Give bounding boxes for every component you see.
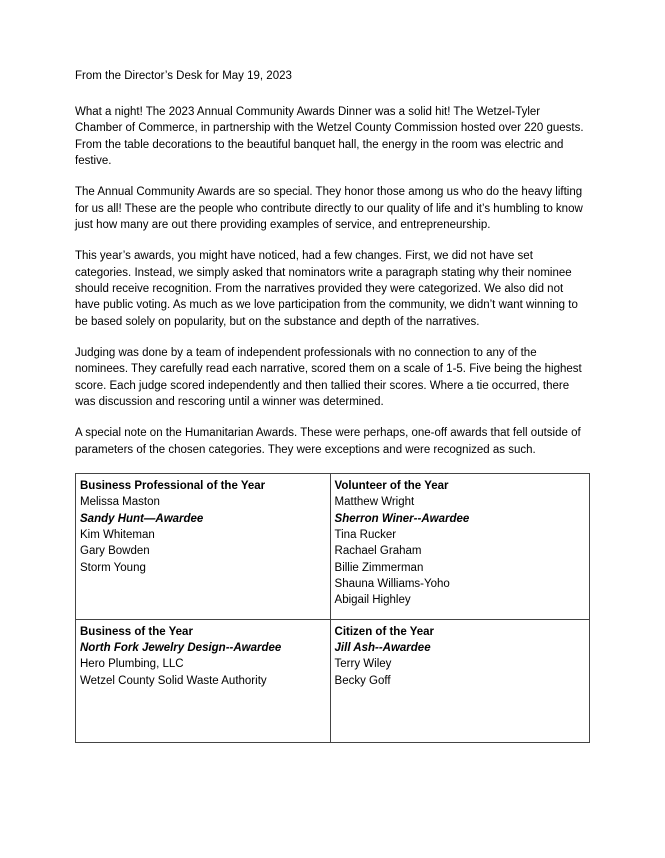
paragraph-humanitarian-note: A special note on the Humanitarian Awards. These were perhaps, one-off awards that fell outside of parameters of the chosen categories. They were exceptions and were recognized as such. [75, 427, 581, 456]
nominee-name: Abigail Highley [334, 594, 411, 607]
award-category-header: Business Professional of the Year [80, 480, 266, 492]
awardee-name: Sherron Winer--Awardee [334, 512, 470, 525]
awardee-name: North Fork Jewelry Design--Awardee [80, 641, 282, 654]
nominee-name: Melissa Maston [80, 496, 160, 509]
paragraph-changes: This year’s awards, you might have noticed, had a few changes. First, we did not have set categories. Instead, we simply asked that nominators write a paragraph stating why their nominee should receive recognition. From the narratives provided they were categorized. We also did not have public voting. As much as we love participation from the community, we didn’t want winning to be based solely on popularity, but on the substance and depth of the narratives. [75, 250, 578, 328]
nominee-name: Tina Rucker [334, 528, 397, 541]
nominee-name: Becky Goff [334, 674, 391, 687]
nominee-name: Shauna Williams-Yoho [334, 577, 450, 590]
award-category-header: Citizen of the Year [334, 625, 435, 638]
cell-business-professional [76, 474, 331, 620]
awardee-name: Jill Ash--Awardee [334, 641, 431, 654]
nominee-name: Hero Plumbing, LLC [80, 658, 184, 671]
paragraph-judging: Judging was done by a team of independent professionals with no connection to any of the nominees. They carefully read each narrative, scored them on a scale of 1-5. Five being the highest score. Each judge scored independently and then tallied their scores. Where a tie occurred, there was discussion and rescoring until a winner was determined. [75, 347, 582, 409]
nominee-name: Kim Whiteman [80, 528, 155, 541]
award-category-header: Volunteer of the Year [334, 480, 449, 492]
cell-volunteer [330, 474, 589, 620]
nominee-name: Rachael Graham [334, 545, 422, 558]
awards-table-row-2 [76, 619, 590, 742]
paragraph-awards-special: The Annual Community Awards are so special. They honor those among us who do the heavy lifting for us all! These are the people who contribute directly to our quality of life and it’s humbling to know just how many are out there providing examples of service, and entrepreneurship. [75, 186, 583, 232]
awardee-name: Sandy Hunt—Awardee [80, 512, 204, 525]
awards-table [75, 473, 590, 743]
nominee-name: Storm Young [80, 561, 146, 574]
award-category-header: Business of the Year [80, 625, 193, 638]
nominee-name: Wetzel County Solid Waste Authority [80, 674, 267, 687]
nominee-name: Matthew Wright [334, 496, 415, 509]
paragraph-awards-dinner: What a night! The 2023 Annual Community Awards Dinner was a solid hit! The Wetzel-Tyler Chamber of Commerce, in partnership with the Wetzel County Commission hosted over 220 guests. From the table decorations to the beautiful banquet hall, the energy in the room was electric and festive. [75, 106, 584, 168]
awards-table-row-1 [76, 474, 590, 620]
nominee-name: Billie Zimmerman [334, 561, 424, 574]
cell-citizen [330, 619, 589, 742]
nominee-name: Gary Bowden [80, 545, 150, 558]
nominee-name: Terry Wiley [334, 658, 392, 671]
cell-business [76, 619, 331, 742]
document-title: From the Director’s Desk for May 19, 2023 [75, 70, 292, 82]
